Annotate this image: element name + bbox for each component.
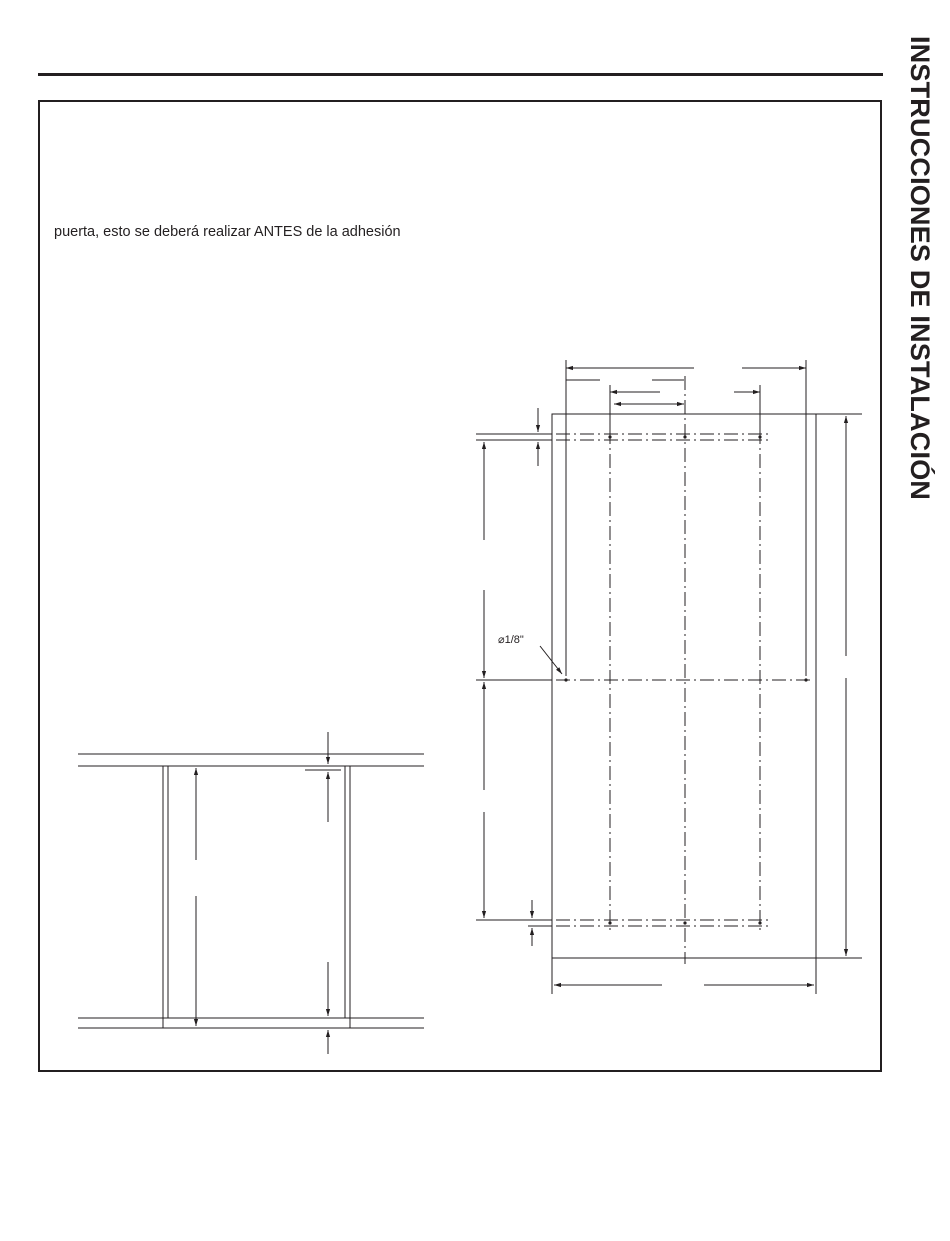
panel-outline [552, 414, 816, 958]
instruction-text: puerta, esto se deberá realizar ANTES de la adhesión [54, 224, 401, 240]
side-view-diagram [78, 732, 424, 1054]
hole-diameter-label: ⌀1/8" [498, 634, 524, 646]
section-title-text: INSTRUCCIONES DE INSTALACIÓN [905, 36, 935, 501]
hole-label-leader [540, 646, 562, 674]
template-diagram [476, 360, 862, 994]
